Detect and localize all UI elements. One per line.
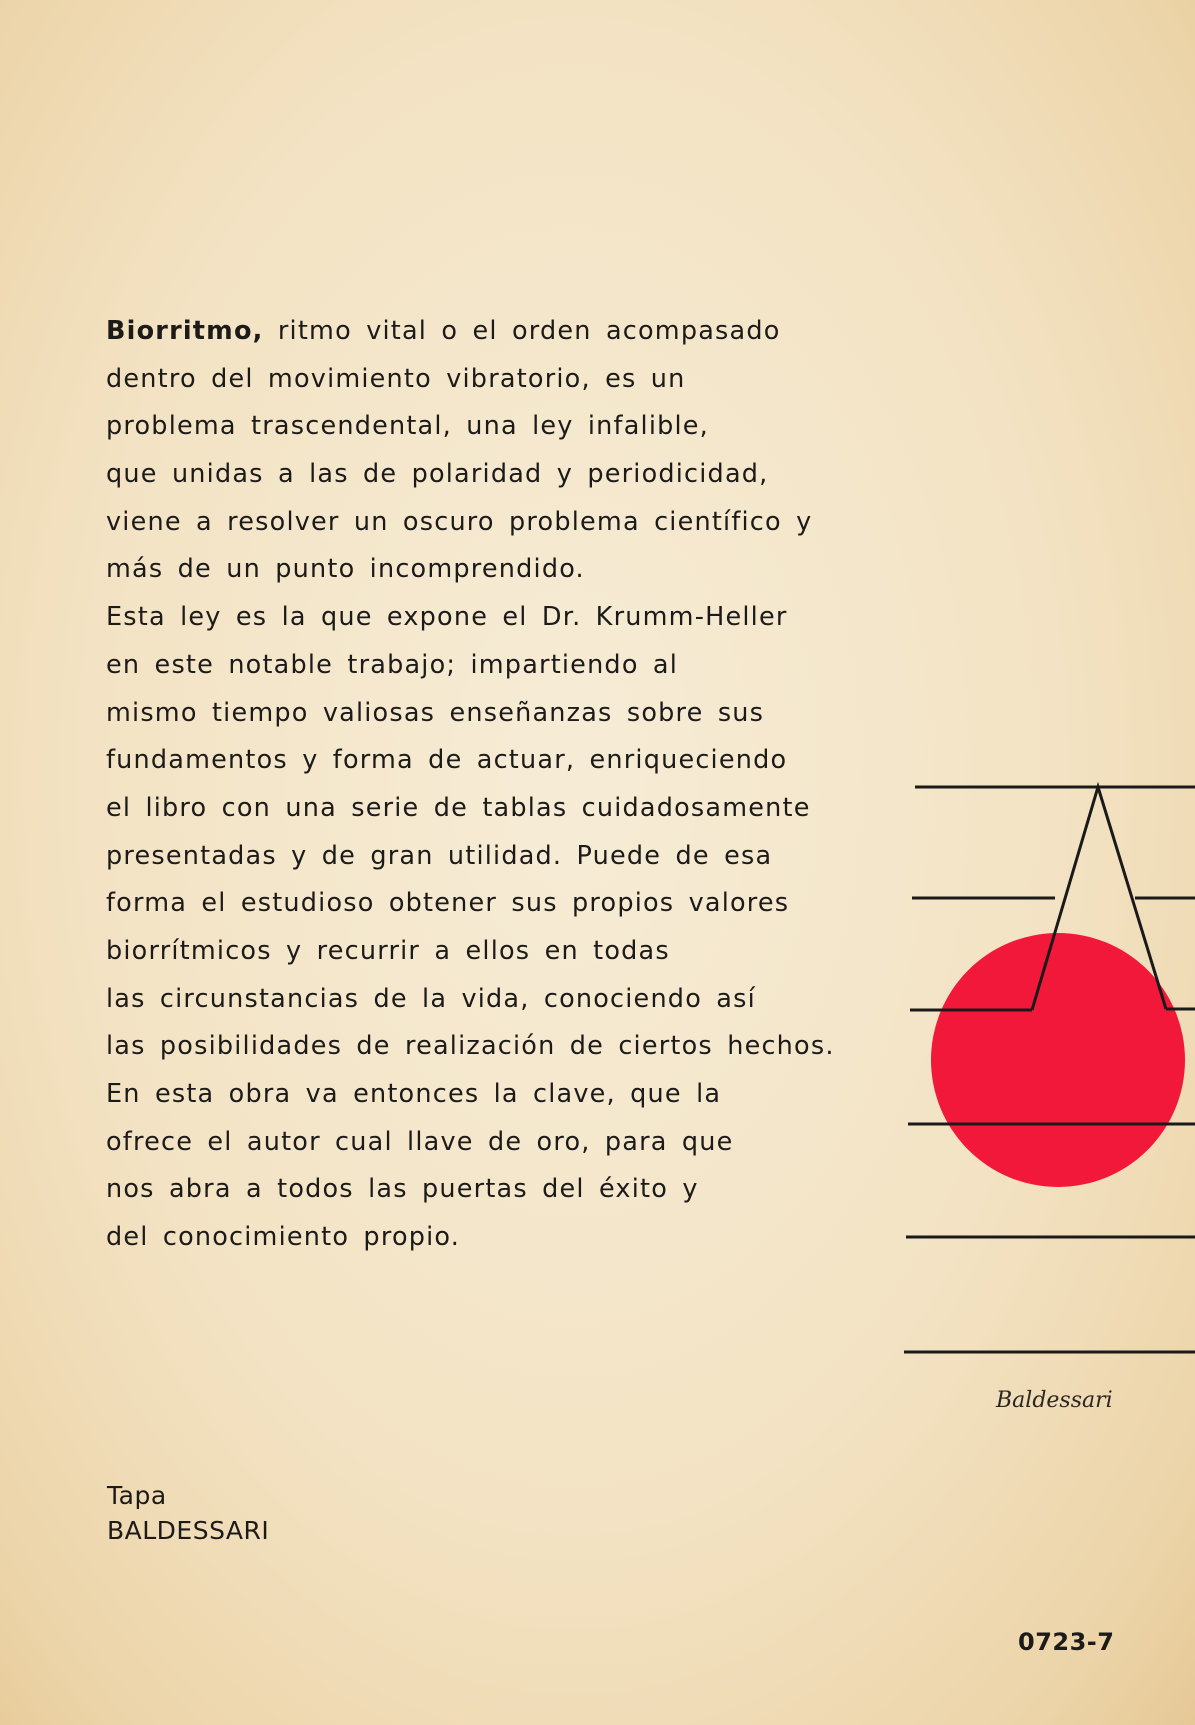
blurb-line (106, 308, 906, 356)
blurb-line: más de un punto incomprendido. (106, 554, 585, 585)
blurb-text (106, 308, 906, 1262)
blurb-line: Esta ley es la que expone el Dr. Krumm-Heller (106, 602, 788, 633)
blurb-line: fundamentos y forma de actuar, enriqueciendo (106, 745, 788, 776)
red-sun-circle (931, 933, 1185, 1187)
blurb-line: forma el estudioso obtener sus propios valores (106, 888, 790, 919)
blurb-line: En esta obra va entonces la clave, que la (106, 1079, 722, 1109)
lead-bold-word: Biorritmo, (106, 316, 264, 346)
blurb-line: que unidas a las de polaridad y periodicidad, (106, 459, 769, 490)
catalog-code: 0723-7 (1018, 1628, 1115, 1656)
blurb-line: viene a resolver un oscuro problema científico y (106, 506, 813, 537)
blurb-line: en este notable trabajo; impartiendo al (106, 649, 679, 680)
blurb-line: las posibilidades de realización de ciertos hechos. (106, 1031, 835, 1062)
blurb-line: biorrítmicos y recurrir a ellos en todas (106, 935, 670, 966)
blurb-line: dentro del movimiento vibratorio, es un (106, 363, 686, 394)
blurb-line-text: ritmo vital o el orden acompasado (277, 316, 781, 346)
blurb-line: mismo tiempo valiosas enseñanzas sobre sus (106, 697, 765, 728)
cover-credit (107, 1478, 269, 1548)
artist-signature: Baldessari (996, 1388, 1113, 1413)
credit-name: BALDESSARI (107, 1516, 270, 1545)
blurb-line: ofrece el autor cual llave de oro, para que (106, 1126, 734, 1157)
blurb-line: el libro con una serie de tablas cuidadosamente (106, 792, 811, 823)
blurb-line: presentadas y de gran utilidad. Puede de esa (106, 840, 773, 871)
blurb-line: las circunstancias de la vida, conociendo así (106, 983, 756, 1014)
blurb-line: nos abra a todos las puertas del éxito y (106, 1174, 699, 1205)
blurb-line: del conocimiento propio. (106, 1222, 461, 1253)
credit-label: Tapa (107, 1481, 167, 1510)
blurb-line: problema trascendental, una ley infalible, (106, 411, 709, 442)
biorhythm-graphic (880, 760, 1195, 1360)
